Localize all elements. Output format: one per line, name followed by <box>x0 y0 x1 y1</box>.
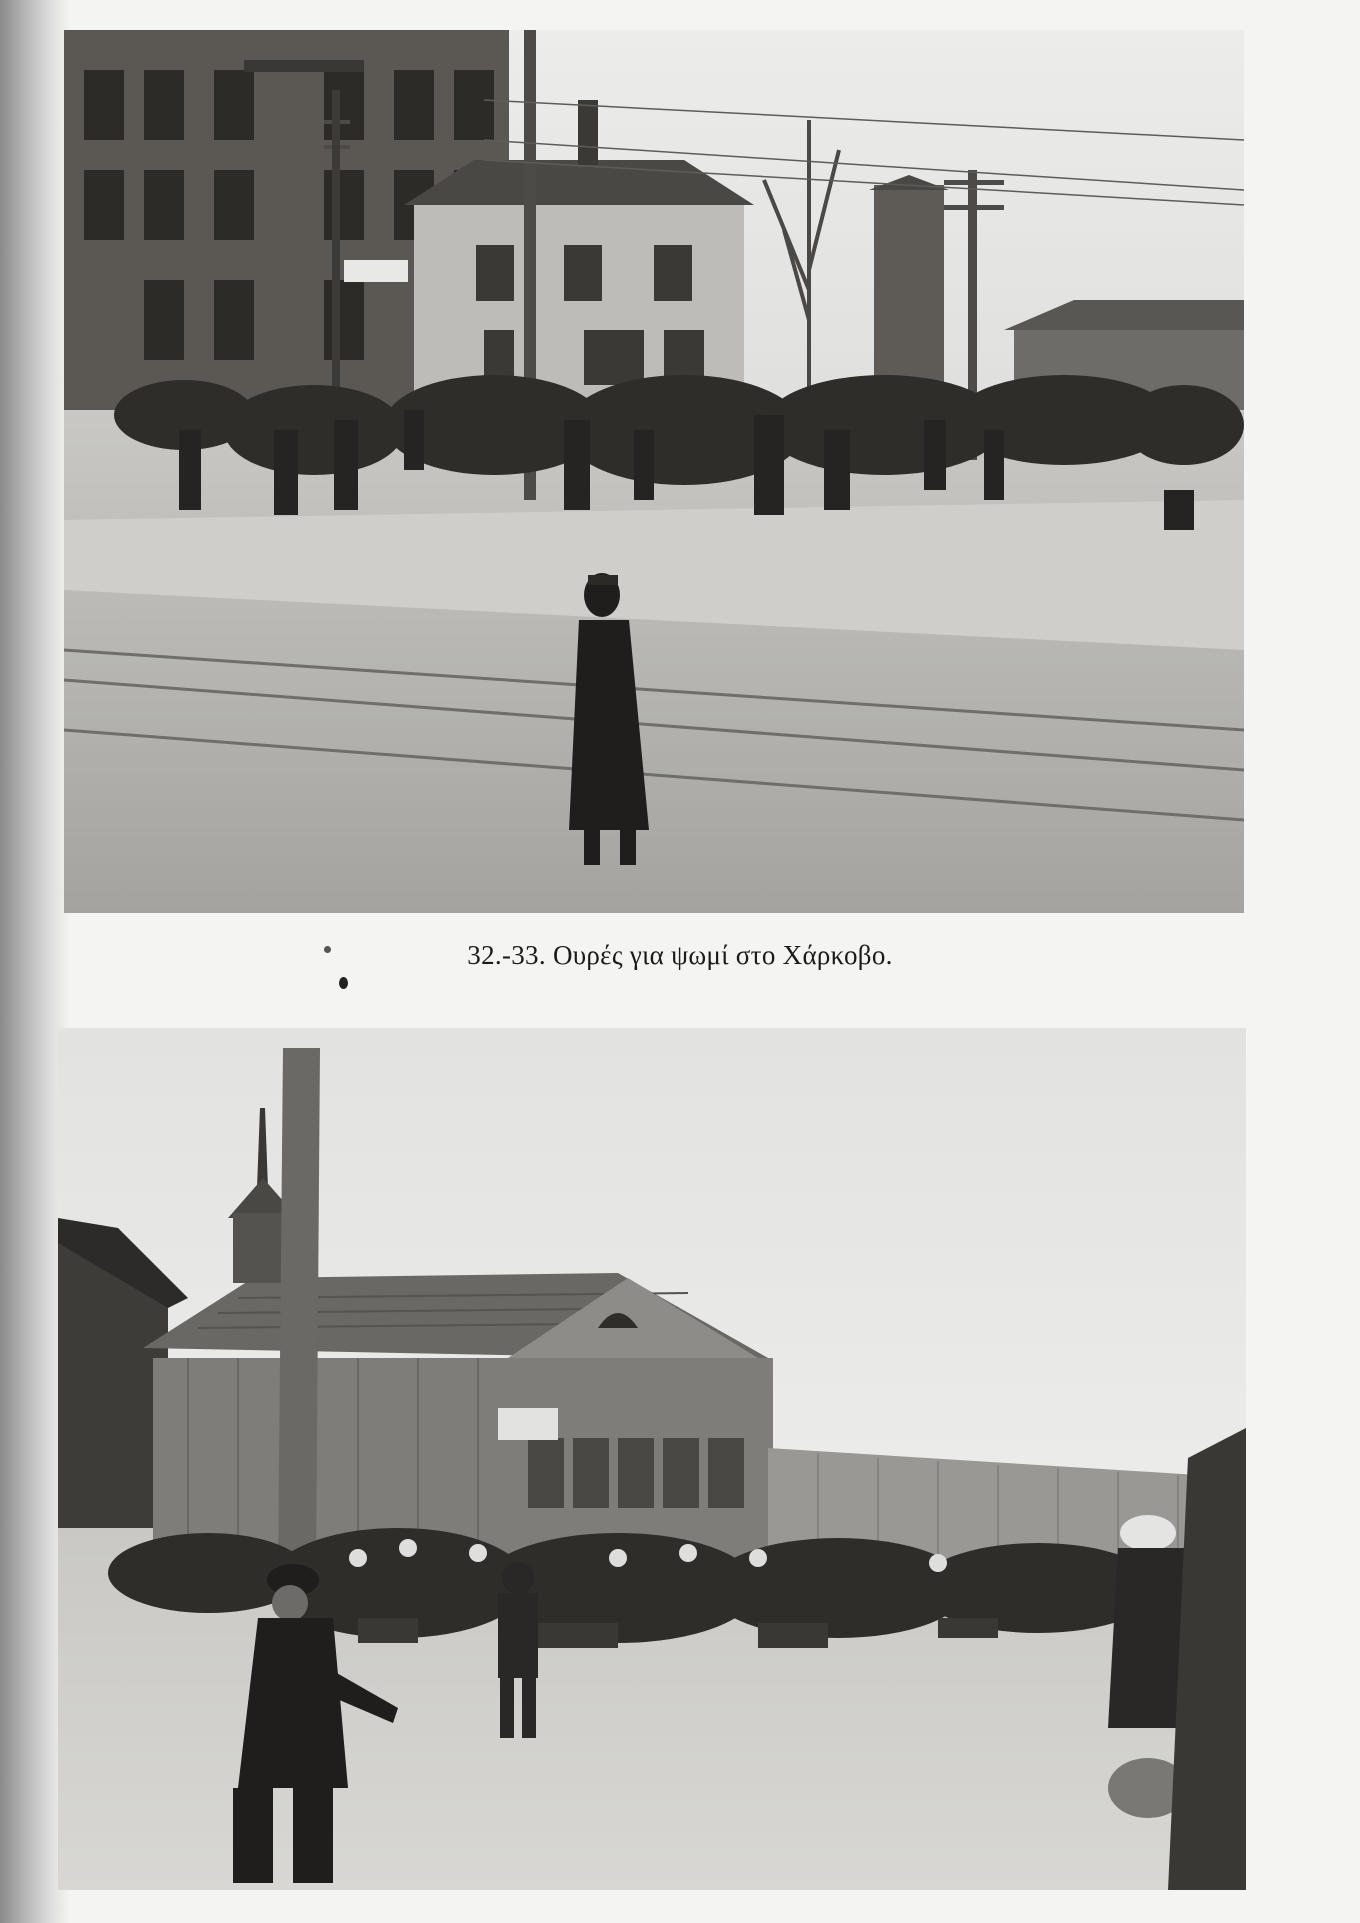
house-chimney <box>578 100 598 165</box>
scan-speck <box>339 977 348 989</box>
shop-sign <box>344 260 408 282</box>
top-photograph <box>64 30 1244 913</box>
bottom-photograph <box>58 1028 1246 1890</box>
figure-caption: 32.-33. Ουρές για ψωμί στο Χάρκοβο. <box>467 940 893 970</box>
scan-speck <box>324 946 331 953</box>
market-lattice-windows <box>528 1438 744 1508</box>
top-photo-illustration <box>64 30 1244 913</box>
telegraph-pole-left <box>332 90 340 390</box>
balcony <box>244 60 364 72</box>
bottom-photo-illustration <box>58 1028 1246 1890</box>
wooden-pole <box>278 1048 320 1568</box>
market-notice-board <box>498 1408 558 1440</box>
